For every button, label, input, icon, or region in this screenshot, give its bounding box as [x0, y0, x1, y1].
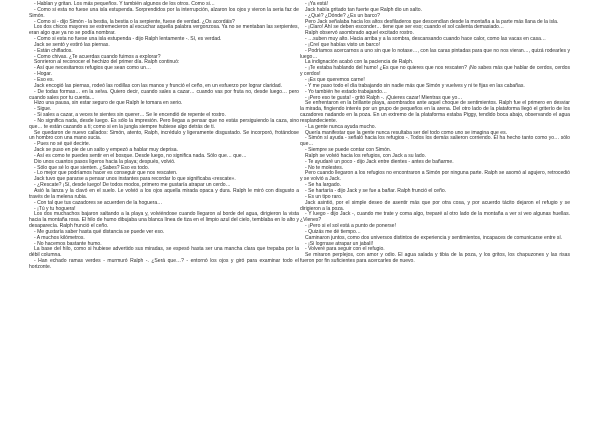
paragraph: Sonrieron al reconocer el hechizo del primer día. Ralph continuó: [34, 59, 180, 66]
paragraph: Hizo una pausa, sin estar seguro de que Ralph le tomara en serio. [34, 100, 183, 107]
paragraph: Los dos chicos mayores se estremecieron al escuchar aquella palabra vergonzosa. Ya no se mentaban las serpientes, eran algo que ya no se podía nombrar. [29, 24, 299, 37]
paragraph: - Lo mejor que podríamos hacer es conseguir que nos rescaten. [34, 170, 178, 177]
paragraph: - Sigue. [34, 106, 52, 113]
paragraph: Ralph observó asombrado aquel excitado rostro. [305, 30, 414, 37]
paragraph: - Así que necesitamos refugios que sean como un… [34, 65, 151, 72]
paragraph: - Si sales a cazar, a veces te sientes sin querer… Se le encendió de repente el rostro. [34, 112, 226, 119]
left-text-column [29, 2, 299, 271]
paragraph: Asió la lanza y la clavó en el suelo. Le volvió a los ojos aquella mirada opaca y dura. Ralph le miró con disgusto a través de la melena rubia. [29, 188, 299, 200]
paragraph: - Como si esta no fuese una isla estupenda. Sorprendidos por la interrupción, alzaron los ojos y vieron la seria faz de Simón. [29, 6, 299, 19]
paragraph: La indignación acabó con la paciencia de Ralph. [305, 59, 414, 66]
paragraph: - Podríamos acercarnos a uno sin que lo notase…, con las caras pintadas para que no nos vieran…, quizá rodearles y luego… [300, 47, 570, 60]
paragraph: Jack se puso en pie de un salto y empezó a hablar muy deprisa. [34, 147, 178, 154]
paragraph: Los dos muchachos bajaron saltando a la playa y, volviéndose cuando llegaron al borde del agua, dirigieron la vista hacia la montaña rosa. El hilo de humo dibujaba una blanca línea de tiza en el limpio azul del cielo, temblaba en lo alto y desaparecía. Ralph frunció el ceño. [29, 211, 299, 230]
paragraph: - ¡Pero si el sol está a punto de ponerse! [305, 223, 396, 230]
paragraph: - Es un tipo raro. [305, 193, 343, 200]
paragraph: - Con tal que tus cazadores se acuerden de la hoguera… [34, 199, 163, 206]
paragraph: Quería manifestar que la gente nunca resultaba ser del todo como uno se imagina que es. [305, 129, 508, 136]
paragraph: - Siempre se puede contar con Simón. [305, 147, 392, 154]
paragraph: Se quedaron de nuevo callados: Simón, atento, Ralph, incrédulo y ligeramente disgustado. Se incorporó, frotándose un hombro con una mano sucia. [29, 129, 299, 142]
paragraph: - Como chivas. ¿Te acuerdas cuando fuimos a explorar? [34, 53, 161, 60]
paragraph: - Se ha largado. [305, 182, 341, 189]
paragraph: Pero Jack señalaba hacia los altos desfiladeros que descendían desde la montaña a la parte más llana de la isla. [305, 18, 559, 25]
paragraph: Jack encogió las piernas, rodeó las rodillas con las manos y frunció el ceño, en un esfuerzo por lograr claridad. [34, 82, 282, 89]
paragraph: - Yo también he estado trabajando… [305, 88, 387, 95]
paragraph: - No te molestes. [305, 164, 344, 171]
paragraph: - No significa nada, desde luego. Es sólo la impresión. Pero llegas a pensar que no estás persiguiendo la caza, sino que… te están cazando a ti; como si en la jungla siempre hubiese algo detrás de ti. [29, 117, 299, 130]
paragraph: - ¡Es que queremos carne! [305, 76, 365, 83]
paragraph: - Han echado ramas verdes - murmuró Ralph -. ¿Será que…? - entornó los ojos y giró para examinar todo el horizonte. [29, 258, 299, 270]
paragraph: - ¡Creí que habías visto un barco! [305, 41, 380, 48]
paragraph: Jack asintió, por el simple deseo de asentir más que por otra cosa, y por acuerdo tácito dejaron el refugio y se dirigieron a la poza. [300, 199, 570, 212]
paragraph: - La gente nunca ayuda mucho. [305, 123, 376, 130]
paragraph: - Y luego - dijo Jack -, cuando me trate y coma algo, treparé al otro lado de la montaña a ver si veo algunas huellas. ¿Vienes? [300, 211, 570, 224]
paragraph: Ralph se volvió hacia los refugios, con Jack a su lado. [305, 152, 426, 159]
paragraph: - ¡Ya está! [305, 1, 328, 7]
paragraph: Dio unos cuantos pasos ligeros hacia la playa; después, volvió. [34, 158, 176, 165]
paragraph: - ¡Pero eso te gusta! - gritó Ralph -. ¡Quieres cazar! Mientras que yo… [305, 94, 463, 101]
paragraph: - Hablan y gritan. Los más pequeños. Y también algunos de los otros. Como si… [34, 1, 215, 7]
paragraph: - Así es como te puedes sentir en el bosque. Desde luego, no significa nada. Sólo que… que… [34, 152, 247, 159]
paragraph: - ¿Qué? ¿Dónde? ¿Es un barco? [305, 12, 380, 19]
paragraph: - Te ayudaré un poco - dijo Jack entre dientes - antes de bañarme. [305, 158, 454, 165]
paragraph: - ¡Te estaba hablando del humo! ¿Es que no quieres que nos rescaten? ¡No sabes más que hablar de cerdos, cerdos y cerdos! [300, 65, 570, 78]
paragraph: Jack se sentó y estiró las piernas. [34, 41, 110, 48]
paragraph: Jack tuvo que pararse a pensar unos instantes para recordar lo que significaba «rescate». [34, 176, 236, 183]
paragraph: - ¡Si logrrase atrapar un jabalí! [305, 240, 374, 247]
paragraph: - Pues no sé qué decirte. [34, 141, 91, 148]
paragraph: - No hacemos bastante humo. [34, 240, 102, 247]
paragraph: - A muchos kilómetros. [34, 234, 85, 241]
paragraph: - Volveré para seguir con el refugio. [305, 246, 385, 253]
paragraph: - …suben muy alto. Hacia arriba y a la sombra, descansando cuando hace calor, como las vacas en casa… [305, 36, 546, 43]
paragraph: Jack había gritado tan fuerte que Ralph dio un salto. [305, 6, 422, 13]
paragraph: - ¡Claro! Ahí se deben esconder… tiene que ser eso; cuando el sol calienta demasiado… [305, 24, 504, 31]
paragraph: - Eso es. [34, 76, 54, 83]
paragraph: Se enfrentaron en la brillante playa, asombrados ante aquel choque de sentimientos. Ralph fue el primero en desviar la mirada, fingiendo interés por un grupo de pequeños en la arena. Del otro lado de la plataforma llegó el griterío de los cazadores nadando en la poza. En un extremo de la plataforma estaba Piggy, tendido boca abajo, observando el agua resplandeciente. [300, 100, 570, 124]
paragraph: - Hogar. [34, 71, 52, 78]
paragraph: Pero cuando llegaron a los refugios no encontraron a Simón por ninguna parte. Ralph se asomó al agujero, retrocedió y se volvió a Jack. [300, 170, 570, 183]
paragraph: - De todas formas… en la selva. Quiero decir, cuando sales a cazar… cuando vas por fruta no, desde luego… pero cuando sales por tu cuenta… [29, 88, 299, 101]
paragraph: - Me gustaría saber hasta qué distancia se puede ver eso. [34, 228, 165, 235]
paragraph: - Simón sí ayuda - señaló hacia los refugios -. Todos los demás salieron corriendo. Él ha hecho tanto como yo… sólo que… [300, 135, 570, 148]
paragraph: - Están chiflados. [34, 47, 73, 54]
paragraph: - Se hartaría - dijo Jack y se fue a bañar. Ralph frunció el ceño. [305, 188, 447, 194]
paragraph: Caminaron juntos, como dos universos distintos de experiencia y sentimientos, incapaces de comunicarse entre sí. [305, 234, 563, 241]
paragraph: - ¡Tú y tu hoguera! [34, 205, 76, 212]
paragraph: - Quizás me dé tiempo… [305, 228, 361, 235]
right-text-column [300, 2, 570, 265]
paragraph: - ¿Rescate? ¡Sí, desde luego! De todos modos, primero me gustaría atrapar un cerdo… [34, 182, 231, 189]
paragraph: - Sólo que sé lo que sienten. ¿Sabes? Eso es todo. [34, 164, 150, 171]
paragraph: La base del hilo, como si hubiese advertido sus miradas, se espesó hasta ser una mancha clara que trepaba por la débil columna. [29, 246, 299, 259]
paragraph: - Y me paso todo el día trabajando sin nadie más que Simón y vuelves y ni te fijas en las cabañas. [305, 82, 525, 89]
paragraph: - Como si - dijo Simón - la bestia, la bestia o la serpiente, fuese de verdad. ¿Os acordáis? [34, 18, 235, 25]
paragraph: - Como si esta no fuese una isla estupenda - dijo Ralph lentamente -. Sí, es verdad. [34, 36, 222, 43]
paragraph: Se miraron perplejos, con amor y odio. El agua salada y tibia de la poza, y los gritos, los chapuzones y las risas fueron por fin suficientes para acercarles de nuevo. [300, 252, 570, 265]
